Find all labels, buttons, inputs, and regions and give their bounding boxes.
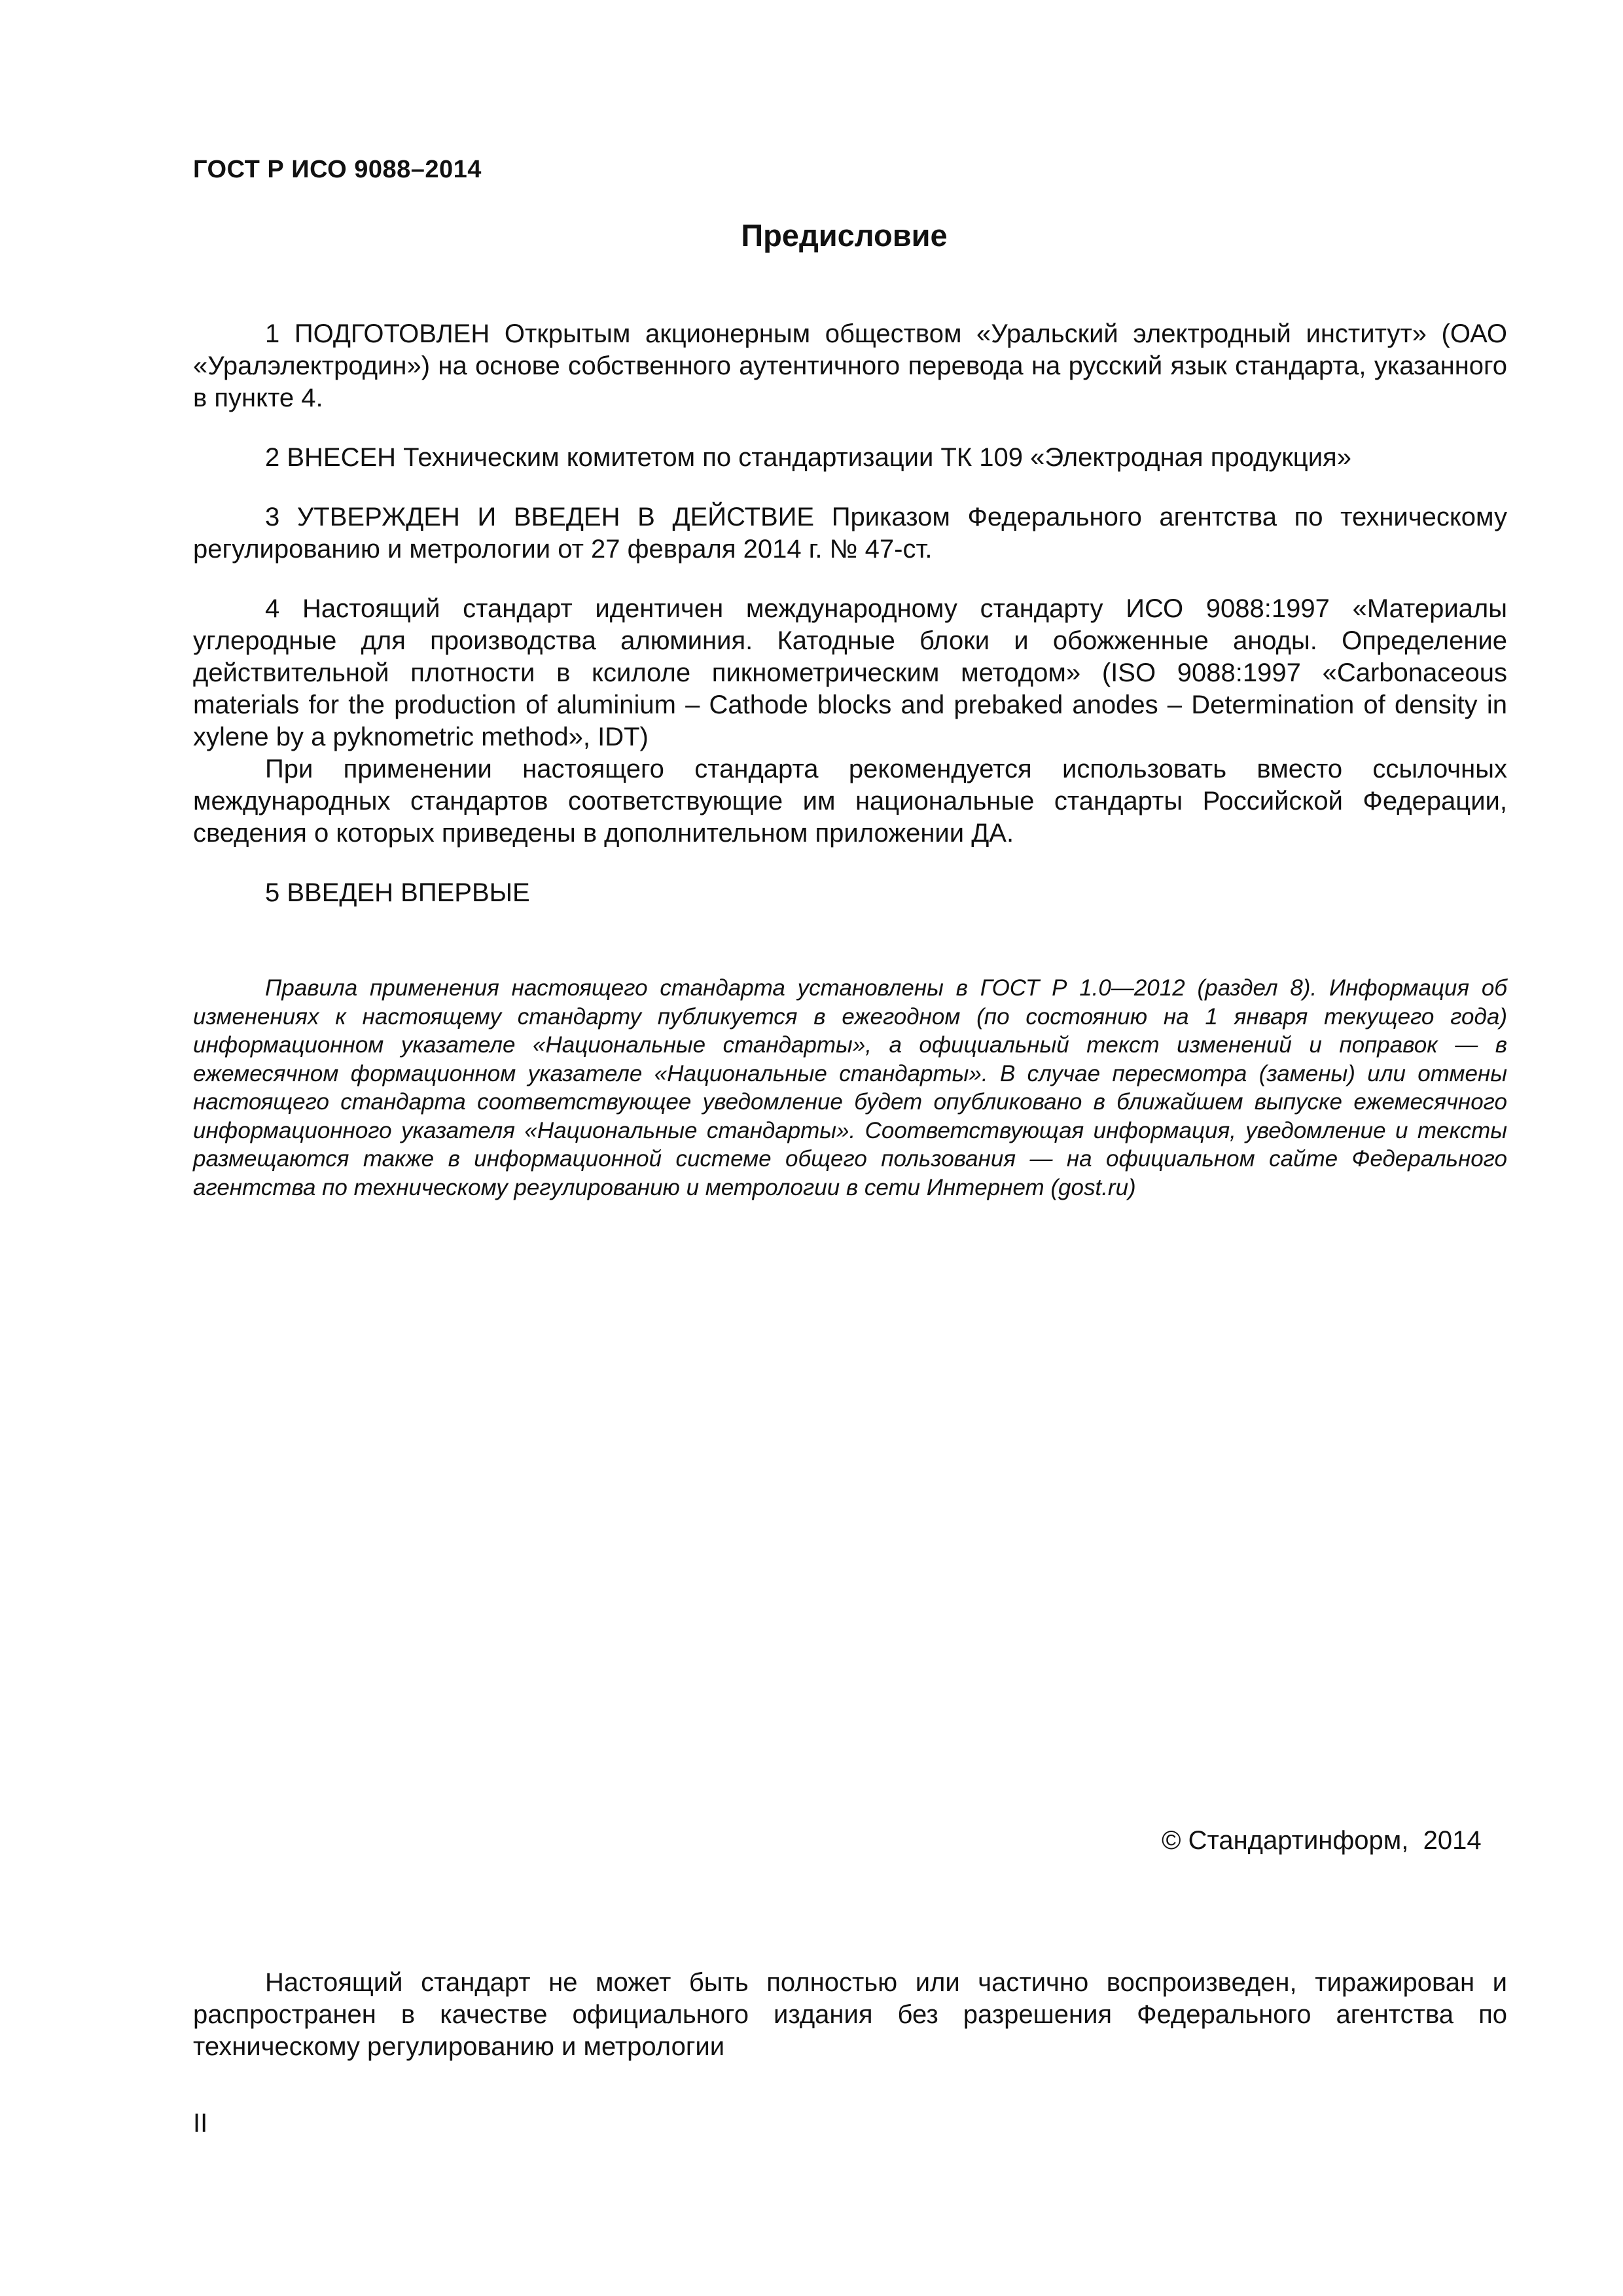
paragraph-prepared-by: 1 ПОДГОТОВЛЕН Открытым акционерным обществом «Уральский электродный институт» (ОАО «Уралэлектродин») на основе собственного аутентичного перевода на русский язык стандарта, указанного в пункте 4.	[193, 319, 1507, 412]
paragraph-approved: 3 УТВЕРЖДЕН И ВВЕДЕН В ДЕЙСТВИЕ Приказом Федерального агентства по техническому регулированию и метрологии от 27 февраля 2014 г. № 47-ст.	[193, 503, 1507, 564]
foreword-body	[193, 318, 1507, 909]
paragraph-reference-standards: При применении настоящего стандарта рекомендуется использовать вместо ссылочных международных стандартов соответствующие им национальные стандарты Российской Федерации, сведения о которых приведены в дополнительном приложении ДА.	[193, 755, 1507, 848]
paragraph-first-introduced: 5 ВВЕДЕН ВПЕРВЫЕ	[265, 878, 530, 907]
standard-code-header: ГОСТ Р ИСО 9088–2014	[193, 156, 482, 183]
application-rules-note: Правила применения настоящего стандарта установлены в ГОСТ Р 1.0—2012 (раздел 8). Информация об изменениях к настоящему стандарту публикуется в ежегодном (по состоянию на 1 января текущего года) информационном указателе «Национальные стандарты», а официальный текст изменений и поправок — в ежемесячном формационном указателе «Национальные стандарты». В случае пересмотра (замены) или отмены настоящего стандарта соответствующее уведомление будет опубликовано в ближайшем выпуске ежемесячного информационного указателя «Национальные стандарты». Соответствующая информация, уведомление и тексты размещаются также в информационной системе общего пользования — на официальном сайте Федерального агентства по техническому регулированию и метрологии в сети Интернет (gost.ru)	[193, 975, 1507, 1200]
paragraph-identical-standard: 4 Настоящий стандарт идентичен международному стандарту ИСО 9088:1997 «Материалы углеродные для производства алюминия. Катодные блоки и обожженные аноды. Определение действительной плотности в ксилоле пикнометрическим методом» (ISO 9088:1997 «Carbonaceous materials for the production of aluminium – Cathode blocks and prebaked anodes – Determination of density in xylene by a pyknometric method», IDT)	[193, 594, 1507, 751]
copyright-notice: © Стандартинформ, 2014	[1162, 1826, 1482, 1855]
paragraph-introduced-by: 2 ВНЕСЕН Техническим комитетом по стандартизации ТК 109 «Электродная продукция»	[265, 443, 1351, 472]
page-number: II	[193, 2109, 208, 2138]
page-title: Предисловие	[741, 218, 948, 253]
reproduction-notice: Настоящий стандарт не может быть полностью или частично воспроизведен, тиражирован и распространен в качестве официального издания без разрешения Федерального агентства по техническому регулированию и метрологии	[193, 1968, 1507, 2061]
